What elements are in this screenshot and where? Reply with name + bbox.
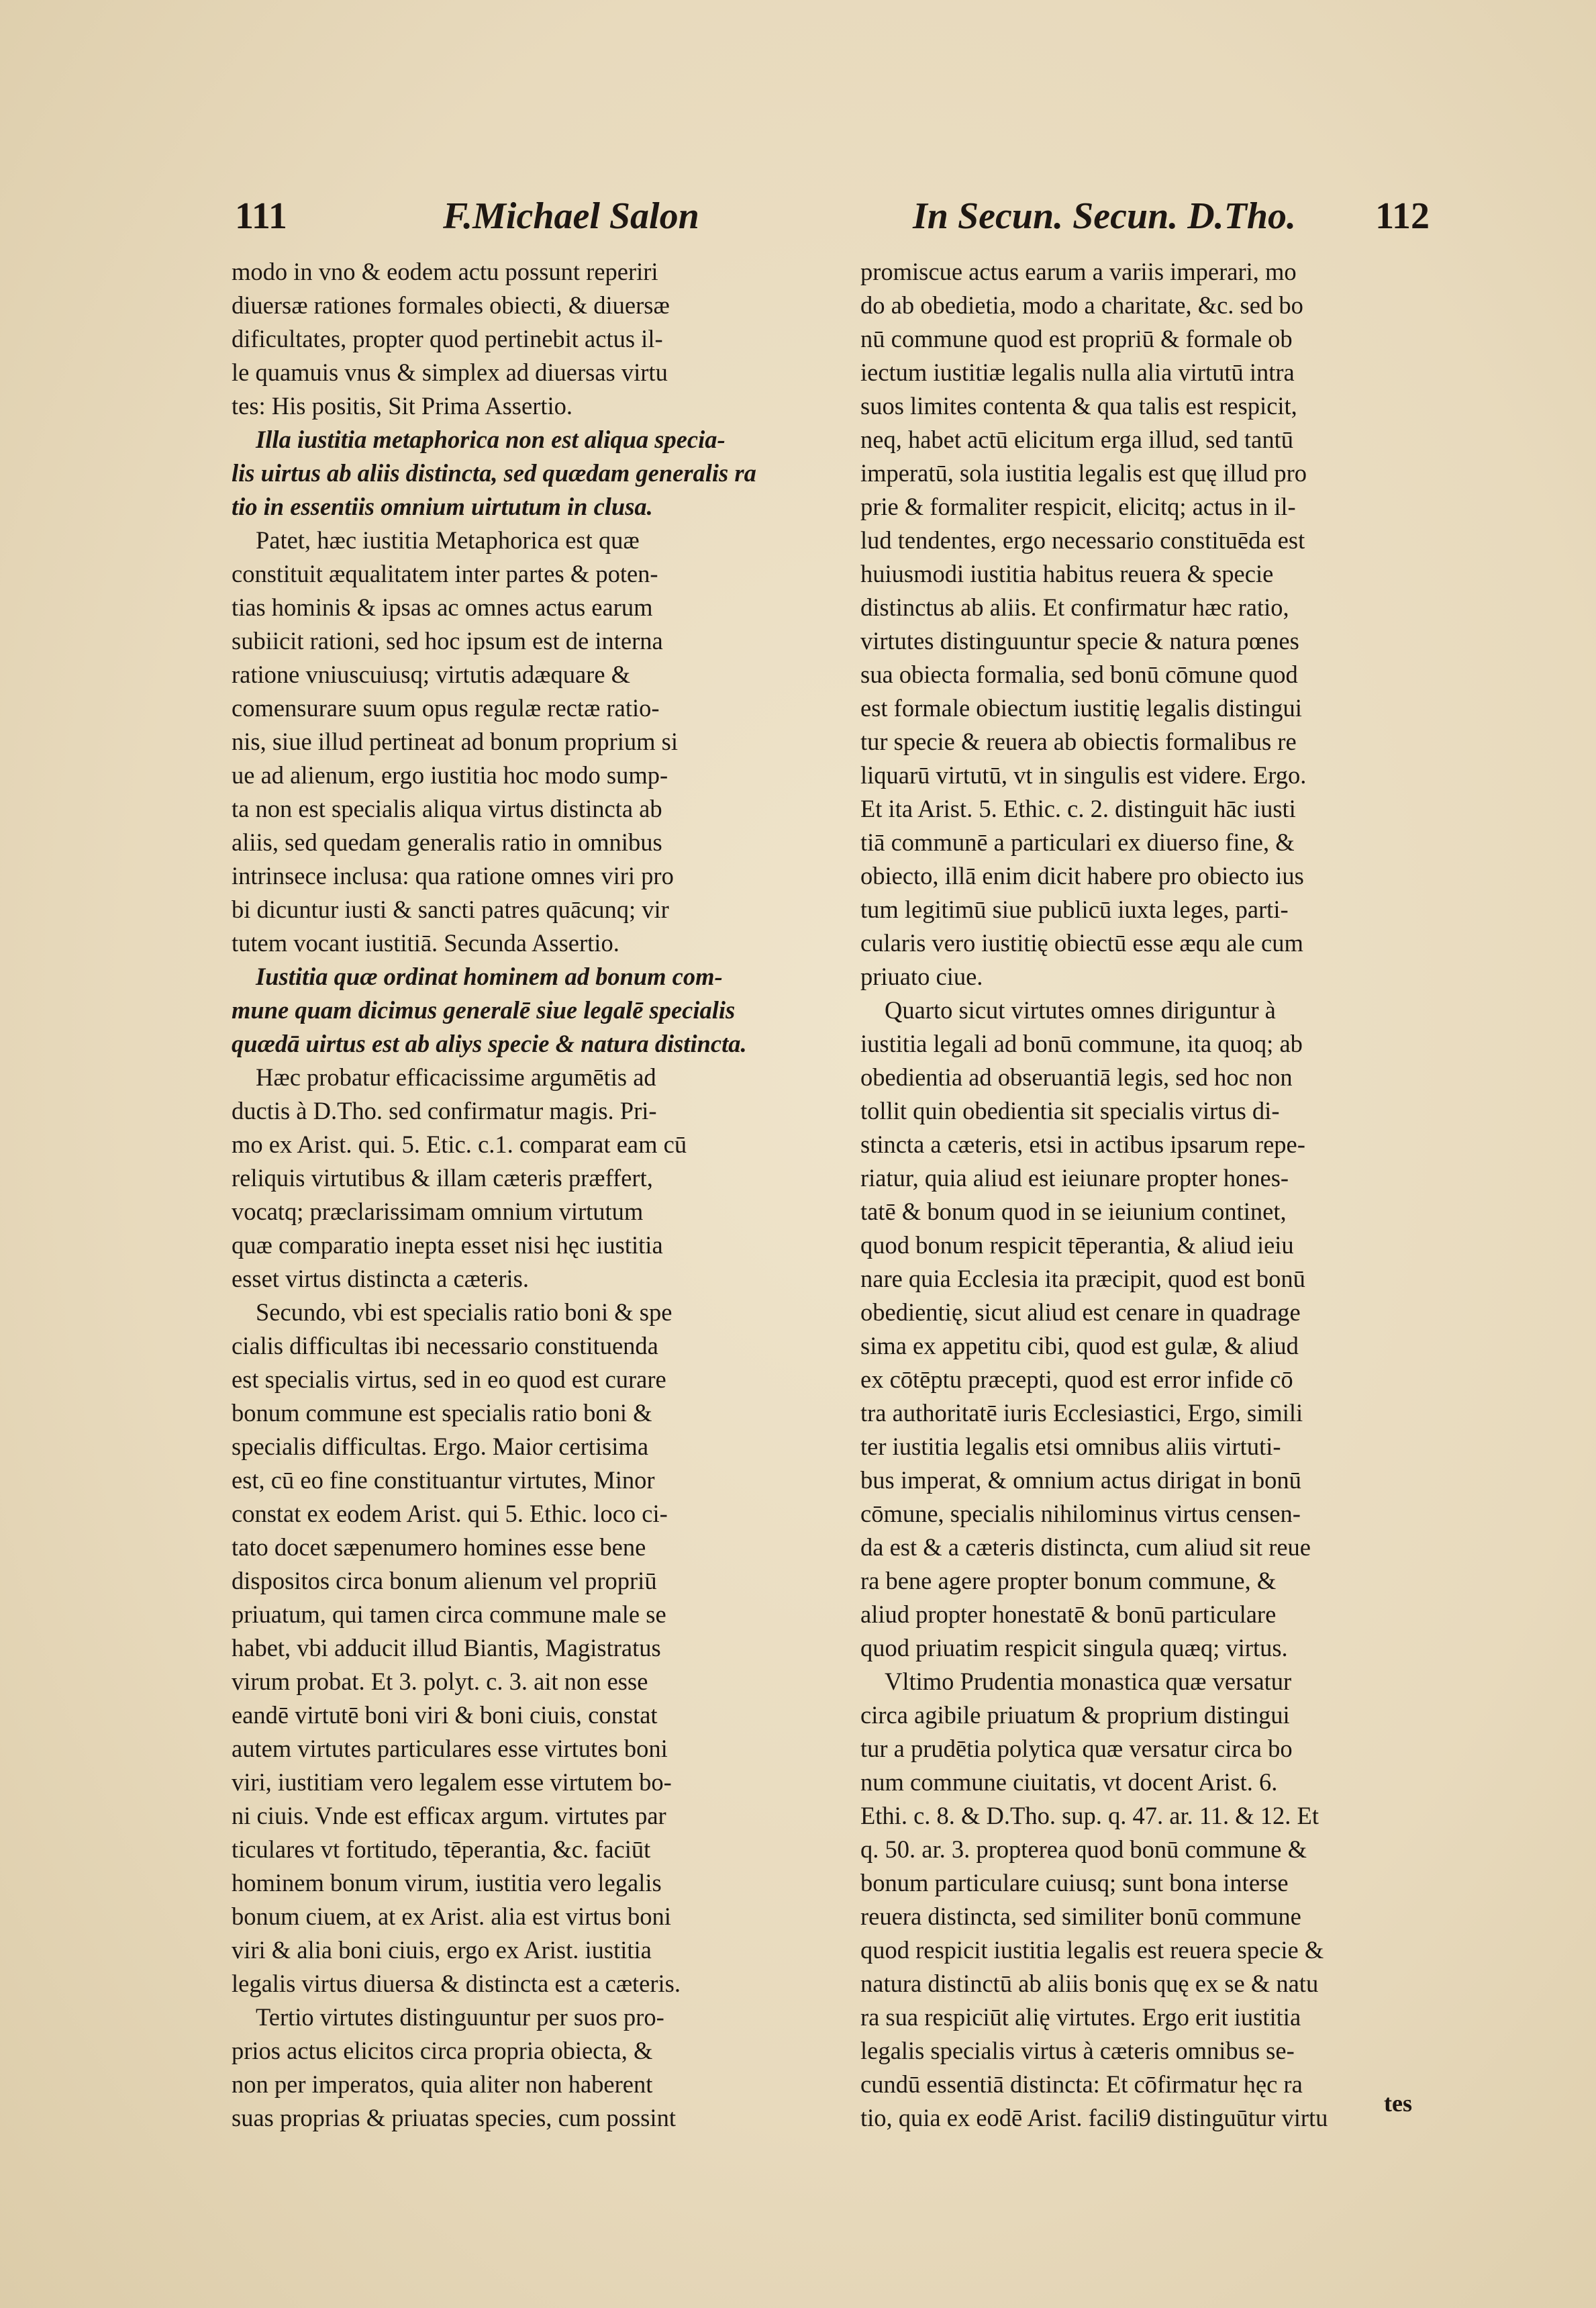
text-line: lis uirtus ab aliis distincta, sed quædam generalis ra xyxy=(232,459,756,487)
text-line: bonum particulare cuiusq; sunt bona interse xyxy=(860,1869,1289,1896)
left-text-column xyxy=(232,255,805,2135)
text-line: do ab obedietia, modo a charitate, &c. sed bo xyxy=(860,291,1303,319)
text-line: constituit æqualitatem inter partes & poten- xyxy=(232,560,658,587)
text-line: nis, siue illud pertineat ad bonum proprium si xyxy=(232,728,679,755)
text-line: quod respicit iustitia legalis est reuera specie & xyxy=(860,1936,1324,1964)
text-line: neq, habet actū elicitum erga illud, sed tantū xyxy=(860,426,1293,453)
text-line: ue ad alienum, ergo iustitia hoc modo sump- xyxy=(232,761,668,789)
text-line: dispositos circa bonum alienum vel propriū xyxy=(232,1567,657,1594)
text-line: reliquis virtutibus & illam cæteris præffert, xyxy=(232,1164,653,1192)
text-line: legalis specialis virtus à cæteris omnibus se- xyxy=(860,2037,1295,2064)
text-line: quod bonum respicit tēperantia, & aliud ieiu xyxy=(860,1231,1294,1259)
text-line: modo in vno & eodem actu possunt reperiri xyxy=(232,258,658,285)
text-line: Hæc probatur efficacissime argumētis ad xyxy=(256,1063,656,1091)
author-heading: F.Michael Salon xyxy=(443,195,699,237)
text-line: imperatū, sola iustitia legalis est quę illud pro xyxy=(860,459,1307,487)
text-line: cundū essentiā distincta: Et cōfirmatur hęc ra xyxy=(860,2070,1303,2098)
text-line: subiicit rationi, sed hoc ipsum est de interna xyxy=(232,627,663,655)
text-line: est formale obiectum iustitię legalis distingui xyxy=(860,694,1302,722)
text-line: diuersæ rationes formales obiecti, & diuersæ xyxy=(232,291,670,319)
text-line: obiecto, illā enim dicit habere pro obiecto ius xyxy=(860,862,1304,889)
text-line: bonum ciuem, at ex Arist. alia est virtus boni xyxy=(232,1903,671,1930)
text-line: natura distinctū ab aliis bonis quę ex se & natu xyxy=(860,1970,1319,1997)
text-line: ni ciuis. Vnde est efficax argum. virtutes par xyxy=(232,1802,666,1829)
text-line: est specialis virtus, sed in eo quod est curare xyxy=(232,1365,666,1393)
text-line: liquarū virtutū, vt in singulis est videre. Ergo. xyxy=(860,761,1307,789)
text-line: comensurare suum opus regulæ rectæ ratio- xyxy=(232,694,660,722)
text-line: Iustitia quæ ordinat hominem ad bonum com- xyxy=(256,963,723,990)
text-line: obedientia ad obseruantiā legis, sed hoc non xyxy=(860,1063,1293,1091)
text-line: tio in essentiis omnium uirtutum in clusa. xyxy=(232,493,653,520)
text-line: Patet, hæc iustitia Metaphorica est quæ xyxy=(256,526,640,554)
text-line: tato docet sæpenumero homines esse bene xyxy=(232,1533,646,1561)
text-line: mune quam dicimus generalē siue legalē specialis xyxy=(232,996,736,1024)
text-line: ta non est specialis aliqua virtus distincta ab xyxy=(232,795,662,822)
text-line: est, cū eo fine constituantur virtutes, Minor xyxy=(232,1466,655,1494)
text-line: Vltimo Prudentia monastica quæ versatur xyxy=(885,1668,1292,1695)
text-line: circa agibile priuatum & proprium distingui xyxy=(860,1701,1290,1729)
text-line: prie & formaliter respicit, elicitq; actus in il- xyxy=(860,493,1296,520)
text-line: sima ex appetitu cibi, quod est gulæ, & aliud xyxy=(860,1332,1299,1359)
text-line: legalis virtus diuersa & distincta est a cæteris. xyxy=(232,1970,681,1997)
text-line: riatur, quia aliud est ieiunare propter hones- xyxy=(860,1164,1289,1192)
text-line: cularis vero iustitię obiectū esse æqu ale cum xyxy=(860,929,1303,957)
text-line: sua obiecta formalia, sed bonū cōmune quod xyxy=(860,661,1298,688)
text-line: ex cōtēptu præcepti, quod est error infide cō xyxy=(860,1365,1293,1393)
text-line: tatē & bonum quod in se ieiunium continet, xyxy=(860,1198,1287,1225)
text-line: tur specie & reuera ab obiectis formalibus re xyxy=(860,728,1297,755)
text-line: ticulares vt fortitudo, tēperantia, &c. faciūt xyxy=(232,1835,651,1863)
text-line: tias hominis & ipsas ac omnes actus earum xyxy=(232,593,653,621)
text-line: prios actus elicitos circa propria obiecta, & xyxy=(232,2037,653,2064)
text-line: priuato ciue. xyxy=(860,963,983,990)
text-line: cōmune, specialis nihilominus virtus censen- xyxy=(860,1500,1301,1527)
text-line: non per imperatos, quia aliter non haberent xyxy=(232,2070,653,2098)
text-line: promiscue actus earum a variis imperari, mo xyxy=(860,258,1297,285)
text-line: priuatum, qui tamen circa commune male se xyxy=(232,1600,666,1628)
text-line: virum probat. Et 3. polyt. c. 3. ait non esse xyxy=(232,1668,648,1695)
text-line: reuera distincta, sed similiter bonū commune xyxy=(860,1903,1301,1930)
text-line: viri, iustitiam vero legalem esse virtutem bo- xyxy=(232,1768,672,1796)
text-line: Secundo, vbi est specialis ratio boni & spe xyxy=(256,1298,672,1326)
text-line: ter iustitia legalis etsi omnibus aliis virtuti- xyxy=(860,1433,1281,1460)
text-line: ra bene agere propter bonum commune, & xyxy=(860,1567,1277,1594)
text-line: specialis difficultas. Ergo. Maior certisima xyxy=(232,1433,649,1460)
text-line: tra authoritatē iuris Ecclesiastici, Ergo, simili xyxy=(860,1399,1303,1427)
running-title: In Secun. Secun. D.Tho. xyxy=(913,195,1297,237)
text-line: viri & alia boni ciuis, ergo ex Arist. iustitia xyxy=(232,1936,652,1964)
text-line: iectum iustitiæ legalis nulla alia virtutū intra xyxy=(860,358,1295,386)
running-header xyxy=(235,188,1430,248)
text-line: tutem vocant iustitiā. Secunda Assertio. xyxy=(232,929,619,957)
left-page-number: 111 xyxy=(235,195,287,237)
text-line: suas proprias & priuatas species, cum possint xyxy=(232,2104,676,2131)
text-line: quædā uirtus est ab aliys specie & natura distincta. xyxy=(232,1030,747,1057)
text-line: aliis, sed quedam generalis ratio in omnibus xyxy=(232,828,662,856)
text-line: tiā communē a particulari ex diuerso fine, & xyxy=(860,828,1295,856)
right-text-column xyxy=(860,255,1434,2135)
catchword: tes xyxy=(1384,2090,1412,2117)
text-line: huiusmodi iustitia habitus reuera & specie xyxy=(860,560,1274,587)
text-line: da est & a cæteris distincta, cum aliud sit reue xyxy=(860,1533,1311,1561)
text-line: obedientię, sicut aliud est cenare in quadrage xyxy=(860,1298,1301,1326)
right-page-number: 112 xyxy=(1375,195,1430,237)
text-line: q. 50. ar. 3. propterea quod bonū commune & xyxy=(860,1835,1307,1863)
text-line: bi dicuntur iusti & sancti patres quācunq; vir xyxy=(232,896,669,923)
text-line: iustitia legali ad bonū commune, ita quoq; ab xyxy=(860,1030,1303,1057)
text-line: constat ex eodem Arist. qui 5. Ethic. loco ci- xyxy=(232,1500,668,1527)
text-line: Quarto sicut virtutes omnes diriguntur à xyxy=(885,996,1276,1024)
text-line: nū commune quod est propriū & formale ob xyxy=(860,325,1293,352)
text-line: habet, vbi adducit illud Biantis, Magistratus xyxy=(232,1634,661,1662)
text-line: bus imperat, & omnium actus dirigat in bonū xyxy=(860,1466,1301,1494)
text-line: bonum commune est specialis ratio boni & xyxy=(232,1399,652,1427)
text-line: aliud propter honestatē & bonū particulare xyxy=(860,1600,1277,1628)
text-line: quæ comparatio inepta esset nisi hęc iustitia xyxy=(232,1231,663,1259)
text-line: tollit quin obedientia sit specialis virtus di- xyxy=(860,1097,1280,1124)
text-line: tes: His positis, Sit Prima Assertio. xyxy=(232,392,573,420)
text-line: cialis difficultas ibi necessario constituenda xyxy=(232,1332,658,1359)
text-line: dificultates, propter quod pertinebit actus il- xyxy=(232,325,663,352)
text-line: tur a prudētia polytica quæ versatur circa bo xyxy=(860,1735,1293,1762)
text-line: tio, quia ex eodē Arist. facili9 distinguūtur virtu xyxy=(860,2104,1328,2131)
text-line: Ethi. c. 8. & D.Tho. sup. q. 47. ar. 11. & 12. Et xyxy=(860,1802,1319,1829)
text-line: Tertio virtutes distinguuntur per suos pro- xyxy=(256,2003,664,2031)
text-line: eandē virtutē boni viri & boni ciuis, constat xyxy=(232,1701,658,1729)
text-line: autem virtutes particulares esse virtutes boni xyxy=(232,1735,668,1762)
text-line: mo ex Arist. qui. 5. Etic. c.1. comparat eam cū xyxy=(232,1131,687,1158)
text-line: hominem bonum virum, iustitia vero legalis xyxy=(232,1869,662,1896)
text-line: Illa iustitia metaphorica non est aliqua specia- xyxy=(256,426,726,453)
text-line: intrinsece inclusa: qua ratione omnes viri pro xyxy=(232,862,674,889)
text-line: le quamuis vnus & simplex ad diuersas virtu xyxy=(232,358,668,386)
text-line: Et ita Arist. 5. Ethic. c. 2. distinguit hāc iusti xyxy=(860,795,1296,822)
text-line: ratione vniuscuiusq; virtutis adæquare & xyxy=(232,661,631,688)
text-line: quod priuatim respicit singula quæq; virtus. xyxy=(860,1634,1288,1662)
text-line: distinctus ab aliis. Et confirmatur hæc ratio, xyxy=(860,593,1289,621)
text-line: vocatq; præclarissimam omnium virtutum xyxy=(232,1198,644,1225)
text-line: lud tendentes, ergo necessario constituēda est xyxy=(860,526,1305,554)
text-line: esset virtus distincta a cæteris. xyxy=(232,1265,529,1292)
text-line: ra sua respiciūt alię virtutes. Ergo erit iustitia xyxy=(860,2003,1301,2031)
text-line: tum legitimū siue publicū iuxta leges, parti- xyxy=(860,896,1289,923)
text-line: stincta a cæteris, etsi in actibus ipsarum repe- xyxy=(860,1131,1305,1158)
text-line: virtutes distinguuntur specie & natura pœnes xyxy=(860,627,1299,655)
text-line: nare quia Ecclesia ita præcipit, quod est bonū xyxy=(860,1265,1305,1292)
text-line: num commune ciuitatis, vt docent Arist. 6. xyxy=(860,1768,1278,1796)
text-line: ductis à D.Tho. sed confirmatur magis. Pri- xyxy=(232,1097,657,1124)
text-line: suos limites contenta & qua talis est respicit, xyxy=(860,392,1297,420)
